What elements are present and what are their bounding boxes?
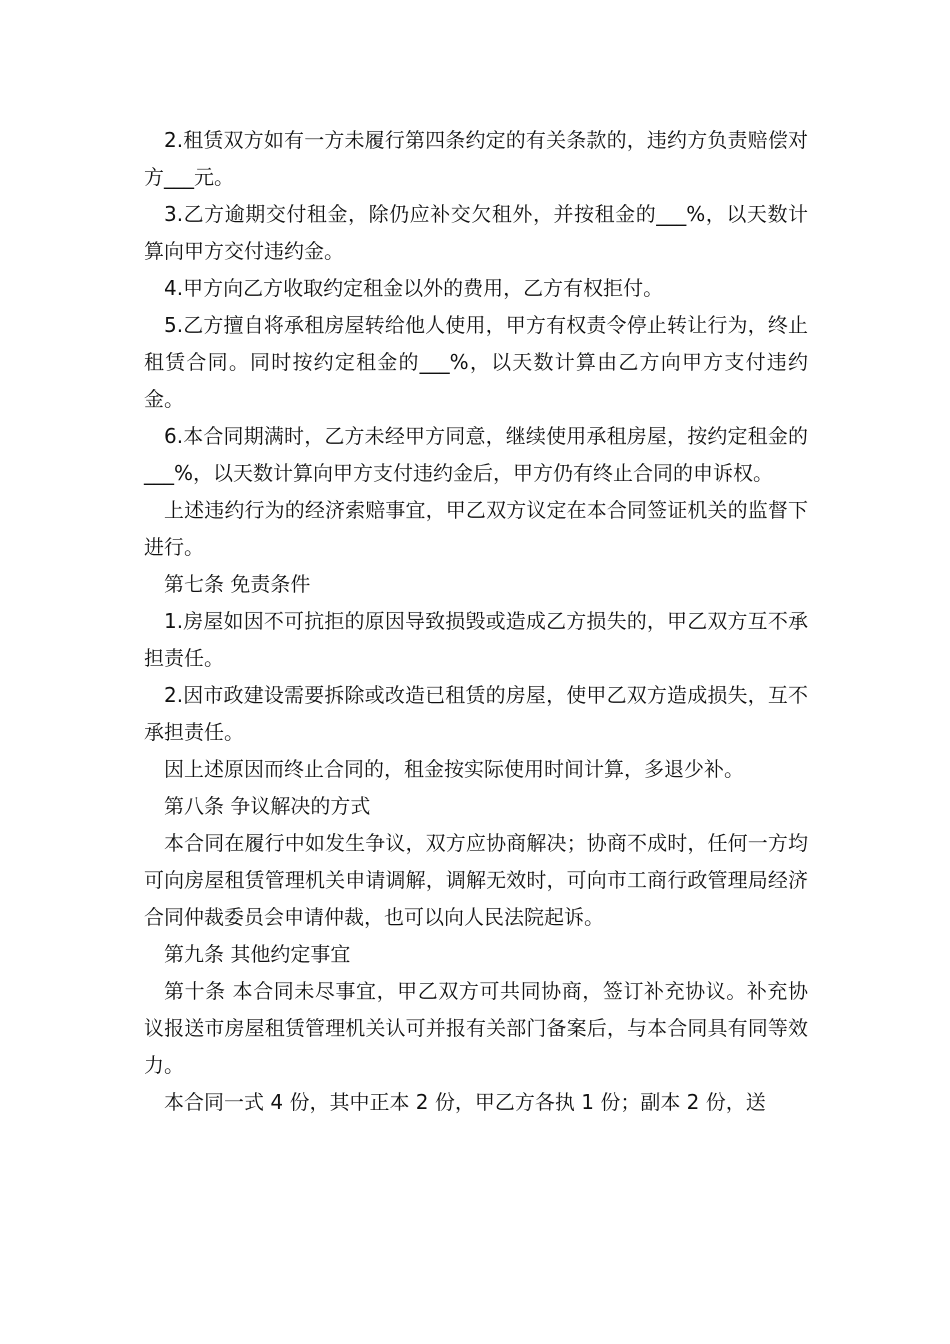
- article-8-heading: 第八条 争议解决的方式: [164, 794, 371, 818]
- clause-4-extra-fees: 4.甲方向乙方收取约定租金以外的费用，乙方有权拒付。: [164, 276, 664, 300]
- clause-6-overstay: 6.本合同期满时，乙方未经甲方同意，继续使用承租房屋，按约定租金的___%，以天数计算向甲方支付违约金后，甲方仍有终止合同的申诉权。: [144, 424, 808, 485]
- article-7-rent-settlement: 因上述原因而终止合同的，租金按实际使用时间计算，多退少补。: [164, 757, 744, 781]
- copies-paragraph: 本合同一式 4 份，其中正本 2 份，甲乙方各执 1 份；副本 2 份，送: [164, 1090, 766, 1114]
- claims-supervision-paragraph: 上述违约行为的经济索赔事宜，甲乙双方议定在本合同签证机关的监督下进行。: [144, 498, 808, 559]
- article-9-heading: 第九条 其他约定事宜: [164, 942, 351, 966]
- clause-3-late-rent: 3.乙方逾期交付租金，除仍应补交欠租外，并按租金的___%，以天数计算向甲方交付违约金。: [144, 202, 808, 263]
- article-7-item-1: 1.房屋如因不可抗拒的原因导致损毁或造成乙方损失的，甲乙双方互不承担责任。: [144, 609, 808, 670]
- article-10-body: 第十条 本合同未尽事宜，甲乙双方可共同协商，签订补充协议。补充协议报送市房屋租赁管理机关认可并报有关部门备案后，与本合同具有同等效力。: [144, 979, 808, 1077]
- article-7-item-2: 2.因市政建设需要拆除或改造已租赁的房屋，使甲乙双方造成损失，互不承担责任。: [144, 683, 808, 744]
- article-8-body: 本合同在履行中如发生争议，双方应协商解决；协商不成时，任何一方均可向房屋租赁管理机关申请调解，调解无效时，可向市工商行政管理局经济合同仲裁委员会申请仲裁，也可以向人民法院起诉。: [144, 831, 808, 929]
- article-7-heading: 第七条 免责条件: [164, 572, 311, 596]
- clause-5-sublease: 5.乙方擅自将承租房屋转给他人使用，甲方有权责令停止转让行为，终止租赁合同。同时按约定租金的___%，以天数计算由乙方向甲方支付违约金。: [144, 313, 808, 411]
- document-page: [144, 122, 808, 1121]
- clause-2-compensation: 2.租赁双方如有一方未履行第四条约定的有关条款的，违约方负责赔偿对方___元。: [144, 128, 808, 189]
